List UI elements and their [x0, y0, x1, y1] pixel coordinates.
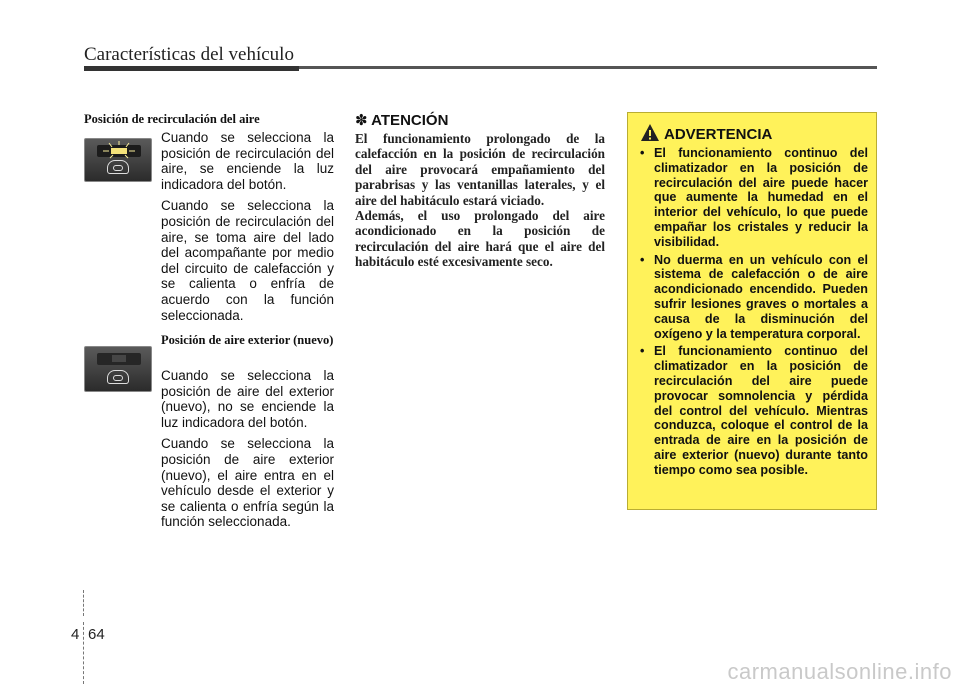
recirc-section-title: Posición de recirculación del aire: [84, 112, 260, 126]
recirc-paragraph-1: Cuando se selecciona la posición de recirculación del aire, se enciende la luz indicadora del botón.: [161, 130, 334, 192]
chapter-number: 4: [71, 626, 80, 643]
bullet-icon: •: [640, 252, 645, 267]
recirc-button-image: [84, 138, 152, 182]
warning-item: [634, 146, 868, 250]
attention-title: ✽ ATENCIÓN: [355, 112, 449, 129]
attention-paragraph-2: Además, el uso prolongado del aire acondicionado en la posición de recirculación del aire hará que el aire del habitáculo esté excesivamente seco.: [355, 208, 605, 270]
page-divider-upper: [83, 590, 85, 616]
outside-paragraph-2: Cuando se selecciona la posición de aire exterior (nuevo), el aire entra en el vehículo desde el exterior y se calienta o enfría según la función seleccionada.: [161, 436, 334, 530]
outside-description: [161, 368, 334, 536]
car-recirculation-icon: [107, 160, 129, 174]
outside-section-title: Posición de aire exterior (nuevo): [161, 333, 334, 347]
warning-item-text: El funcionamiento continuo del climatizador en la posición de recirculación del aire puede provocar somnolencia y pérdida del control del vehículo. Mientras conduzca, coloque el control de la entrada de aire en la posición de aire exterior (nuevo) durante tanto tiempo como sea posible.: [654, 344, 868, 477]
bullet-icon: •: [640, 344, 645, 359]
warning-list: [634, 146, 868, 481]
car-outside-air-icon: [107, 370, 129, 384]
indicator-grille-icon: [85, 347, 152, 391]
warning-box: [627, 112, 877, 510]
header-rule-accent: [84, 66, 299, 71]
bullet-icon: •: [640, 146, 645, 160]
warning-item-text: No duerma en un vehículo con el sistema de calefacción o de aire acondicionado encendido. Pueden sufrir lesiones graves o mortales a causa de la disminución del oxígeno y la temperatura corporal.: [654, 252, 868, 341]
page-number: 64: [88, 626, 105, 643]
attention-body: [355, 131, 605, 270]
outside-paragraph-1: Cuando se selecciona la posición de aire del exterior (nuevo), no se enciende la luz indicadora del botón.: [161, 368, 334, 430]
recirc-paragraph-2: Cuando se selecciona la posición de recirculación del aire, se toma aire del lado del acompañante por medio del circuito de calefacción y se calienta o enfría de acuerdo con la función seleccionada.: [161, 198, 334, 323]
page-divider: [83, 622, 85, 684]
page-header-title: Características del vehículo: [84, 44, 294, 65]
warning-item-text: El funcionamiento continuo del climatizador en la posición de recirculación del aire puede hacer que aumente la humedad en el interior del vehículo, lo que puede empañar los cristales y reducir la visibilidad.: [654, 146, 868, 249]
watermark: carmanualsonline.info: [727, 659, 952, 684]
outside-air-button-image: [84, 346, 152, 392]
warning-triangle-icon: [640, 123, 660, 143]
warning-item: [634, 344, 868, 477]
warning-item: [634, 253, 868, 342]
recirc-description: [161, 130, 334, 329]
warning-title: ADVERTENCIA: [664, 126, 773, 143]
attention-paragraph-1: El funcionamiento prolongado de la calefacción en la posición de recirculación del aire provocará empañamiento del parabrisas y las ventanillas laterales, y el aire del habitáculo estará viciado.: [355, 131, 605, 208]
